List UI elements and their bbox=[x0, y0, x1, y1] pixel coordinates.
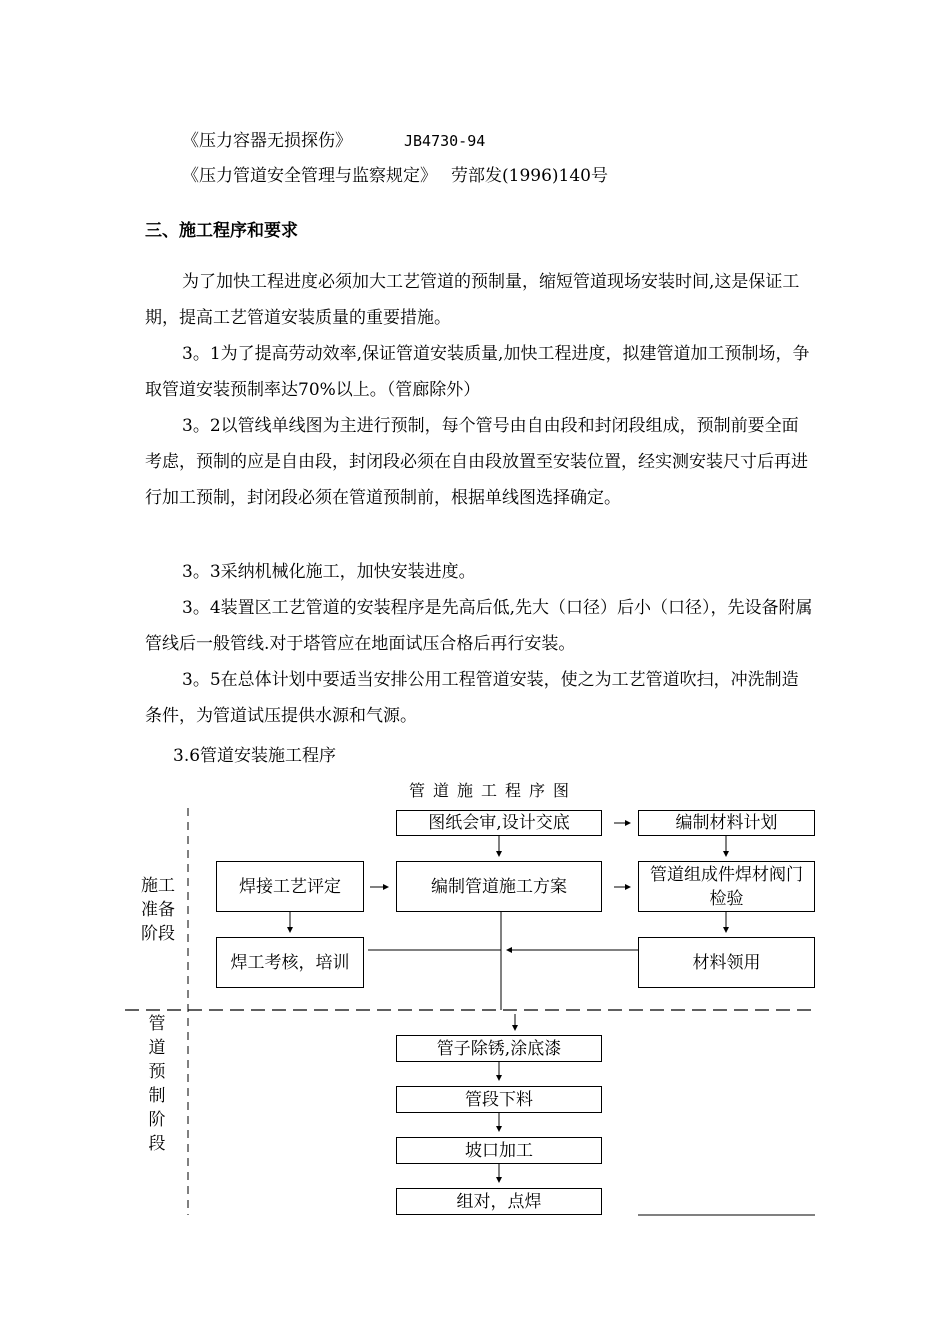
box-material-plan: 编制材料计划 bbox=[638, 810, 815, 836]
paragraph-3-3: 3。3采纳机械化施工，加快安装进度。 bbox=[182, 562, 476, 582]
reference-1-code: JB4730-94 bbox=[404, 132, 486, 150]
paragraph-3-4: 3。4装置区工艺管道的安装程序是先高后低,先大（口径）后小（口径），先设备附属管线后一般管线.对于塔管应在地面试压合格后再行安装。 bbox=[145, 598, 813, 654]
box-construction-plan: 编制管道施工方案 bbox=[396, 861, 602, 912]
paragraph-3-1: 3。1为了提高劳动效率,保证管道安装质量,加快工程进度，拟建管道加工预制场，争取管道安装预制率达70%以上。（管廊除外） bbox=[145, 344, 810, 400]
reference-1-title: 《压力容器无损探伤》 bbox=[182, 131, 352, 151]
box-material-receive: 材料领用 bbox=[638, 937, 815, 988]
stage-label-prefab: 管道预制阶段 bbox=[148, 1014, 166, 1154]
box-component-inspection: 管道组成件焊材阀门检验 bbox=[638, 861, 815, 912]
paragraph-intro: 为了加快工程进度必须加大工艺管道的预制量，缩短管道现场安装时间,这是保证工期，提高工艺管道安装质量的重要措施。 bbox=[145, 272, 800, 328]
paragraph-3-5: 3。5在总体计划中要适当安排公用工程管道安装，使之为工艺管道吹扫，冲洗制造条件，为管道试压提供水源和气源。 bbox=[145, 670, 799, 726]
box-welder-test: 焊工考核，培训 bbox=[216, 937, 364, 988]
box-fitup: 组对，点焊 bbox=[396, 1188, 602, 1215]
box-bevel: 坡口加工 bbox=[396, 1137, 602, 1164]
box-derust: 管子除锈,涂底漆 bbox=[396, 1035, 602, 1062]
flowchart-title: 管道施工程序图 bbox=[409, 781, 578, 800]
reference-2-code: 劳部发(1996)140号 bbox=[451, 166, 608, 186]
reference-2-title: 《压力管道安全管理与监察规定》 bbox=[182, 166, 437, 186]
stage-label-prep: 施工准备阶段 bbox=[141, 876, 175, 944]
box-cutting: 管段下料 bbox=[396, 1086, 602, 1113]
box-drawing-review: 图纸会审,设计交底 bbox=[396, 810, 602, 836]
box-welding-eval: 焊接工艺评定 bbox=[216, 861, 364, 912]
paragraph-3-2: 3。2以管线单线图为主进行预制，每个管号由自由段和封闭段组成，预制前要全面考虑，预制的应是自由段，封闭段必须在自由段放置至安装位置，经实测安装尺寸后再进行加工预制，封闭段必须在管道预制前，根据单线图选择确定。 bbox=[145, 416, 808, 508]
section-heading: 三、施工程序和要求 bbox=[145, 221, 298, 241]
subsection-title: 3.6管道安装施工程序 bbox=[173, 746, 337, 766]
